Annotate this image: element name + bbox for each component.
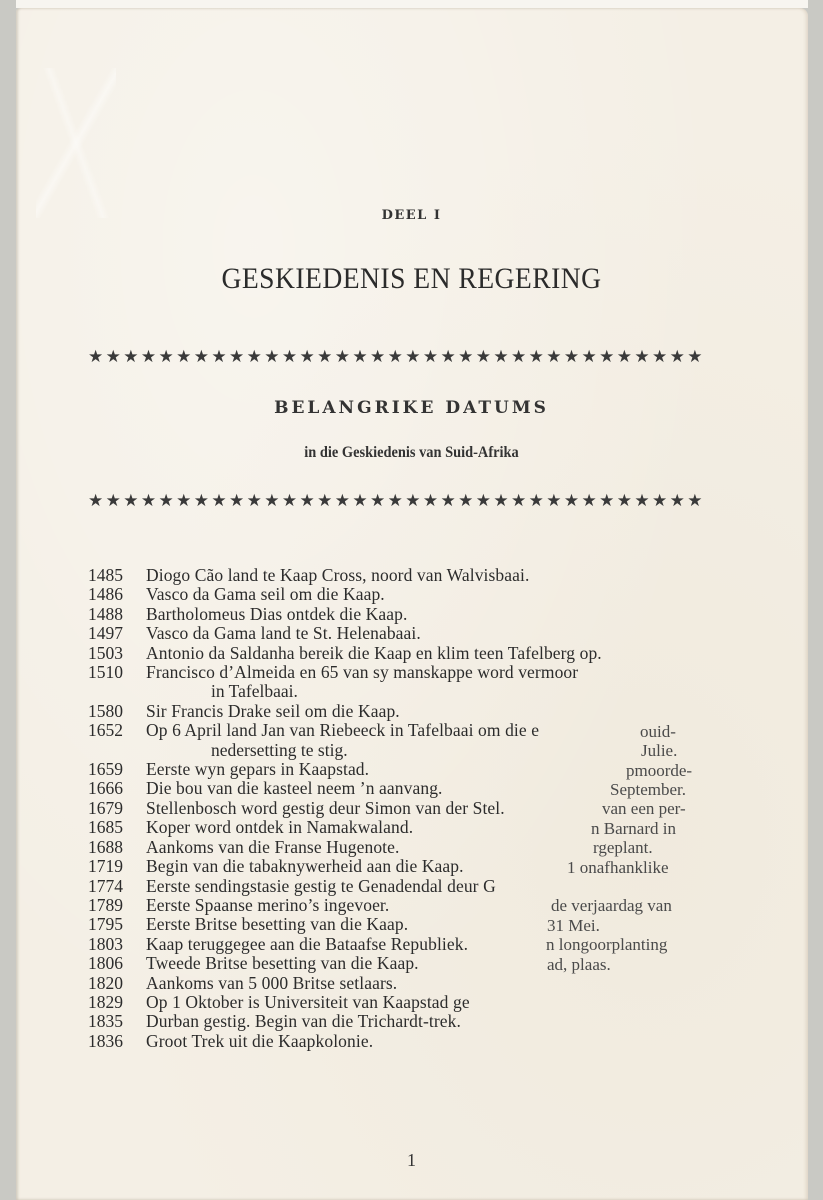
star-icon: ★ <box>511 347 527 366</box>
star-icon: ★ <box>652 491 668 510</box>
entry-text: Bartholomeus Dias ontdek die Kaap. <box>146 603 408 624</box>
star-icon: ★ <box>581 347 597 366</box>
underlying-text-fragment: September. <box>610 780 687 799</box>
star-icon: ★ <box>246 491 262 510</box>
star-icon: ★ <box>475 491 491 510</box>
star-icon: ★ <box>405 491 421 510</box>
entry-year: 1486 <box>88 584 123 605</box>
underlying-text-fragment: n longoorplanting <box>546 935 668 954</box>
underlying-text-fragment: n Barnard in <box>591 819 676 838</box>
star-icon: ★ <box>334 491 350 510</box>
entry-year: 1503 <box>88 642 123 663</box>
entry-text: Aankoms van 5 000 Britse setlaars. <box>146 972 398 993</box>
entry-year: 1580 <box>88 700 123 721</box>
star-icon: ★ <box>370 491 386 510</box>
star-icon: ★ <box>88 491 104 510</box>
section-subtitle: in die Geskiedenis van Suid-Afrika <box>304 444 519 461</box>
date-entry <box>88 721 708 740</box>
entry-continuation: nedersetting te stig. <box>211 739 348 760</box>
star-icon: ★ <box>158 491 174 510</box>
entry-text: Antonio da Saldanha bereik die Kaap en klim teen Tafelberg op. <box>146 642 602 663</box>
star-icon: ★ <box>458 491 474 510</box>
entry-year: 1666 <box>88 778 123 799</box>
star-icon: ★ <box>176 491 192 510</box>
entry-text: Francisco d’Almeida en 65 van sy manskappe word vermoor <box>146 662 579 683</box>
entry-text: Vasco da Gama seil om die Kaap. <box>146 584 385 605</box>
star-icon: ★ <box>581 491 597 510</box>
star-icon: ★ <box>616 347 632 366</box>
star-icon: ★ <box>299 491 315 510</box>
entry-year: 1497 <box>88 623 123 644</box>
star-icon: ★ <box>246 347 262 366</box>
page-number: 1 <box>407 1150 416 1170</box>
underlying-text-fragment: ad, plaas. <box>547 955 611 974</box>
date-entry <box>88 954 708 973</box>
star-icon: ★ <box>616 491 632 510</box>
date-entry <box>88 644 708 663</box>
date-entry <box>88 1032 708 1051</box>
star-icon: ★ <box>405 347 421 366</box>
date-entry <box>88 760 708 779</box>
entry-year: 1774 <box>88 875 123 896</box>
entry-text: Groot Trek uit die Kaapkolonie. <box>146 1030 374 1051</box>
underlying-text-fragment: de verjaardag van <box>551 896 672 915</box>
star-icon: ★ <box>88 347 104 366</box>
entry-year: 1789 <box>88 894 123 915</box>
entry-year: 1685 <box>88 817 123 838</box>
star-icon: ★ <box>387 347 403 366</box>
star-icon: ★ <box>229 347 245 366</box>
page-top-edge <box>16 0 808 8</box>
star-icon: ★ <box>563 347 580 366</box>
date-entry <box>88 605 708 624</box>
star-icon: ★ <box>563 491 580 510</box>
date-entry <box>88 993 708 1012</box>
entry-year: 1510 <box>88 662 123 683</box>
star-icon: ★ <box>634 347 650 366</box>
entry-text: Kaap teruggegee aan die Bataafse Republiek. <box>146 933 469 954</box>
star-icon: ★ <box>123 491 139 510</box>
entry-text: Diogo Cão land te Kaap Cross, noord van Walvisbaai. <box>146 565 530 585</box>
entry-text: Tweede Britse besetting van die Kaap. <box>146 953 419 974</box>
star-icon: ★ <box>475 347 491 366</box>
entry-text: Eerste Spaanse merino’s ingevoer. <box>146 894 390 915</box>
star-icon: ★ <box>334 347 350 366</box>
entry-year: 1659 <box>88 759 123 780</box>
underlying-text-fragment: van een per- <box>602 799 686 818</box>
date-entry <box>88 877 708 896</box>
star-icon: ★ <box>599 491 615 510</box>
entry-year: 1806 <box>88 953 123 974</box>
date-entry <box>88 915 708 934</box>
section-title: BELANGRIKE DATUMS <box>274 398 549 418</box>
star-icon: ★ <box>528 491 544 510</box>
star-icon: ★ <box>264 491 280 510</box>
star-icon: ★ <box>211 491 227 510</box>
entry-year: 1485 <box>88 565 123 585</box>
entry-text: Vasco da Gama land te St. Helenabaai. <box>146 623 421 644</box>
star-icon: ★ <box>440 491 456 510</box>
entry-year: 1488 <box>88 603 123 624</box>
entry-text: Op 6 April land Jan van Riebeeck in Tafelbaai om die e <box>146 720 540 741</box>
underlying-text-fragment: ouid- <box>640 722 676 741</box>
star-icon: ★ <box>105 347 121 366</box>
underlying-text-fragment: Julie. <box>641 741 678 760</box>
entry-text: Aankoms van die Franse Hugenote. <box>146 836 400 857</box>
star-icon: ★ <box>493 347 509 366</box>
entry-year: 1719 <box>88 856 123 877</box>
star-icon: ★ <box>422 491 439 510</box>
entry-year: 1688 <box>88 836 123 857</box>
star-icon: ★ <box>599 347 615 366</box>
underlying-text-fragment: rgeplant. <box>593 838 653 857</box>
entry-text: Begin van die tabaknywerheid aan die Kaap. <box>146 856 464 877</box>
star-icon: ★ <box>546 347 562 366</box>
star-icon: ★ <box>229 491 245 510</box>
entry-year: 1803 <box>88 933 123 954</box>
star-icon: ★ <box>193 491 209 510</box>
star-icon: ★ <box>422 347 439 366</box>
star-icon: ★ <box>669 347 685 366</box>
entry-year: 1829 <box>88 991 123 1012</box>
entry-text: Koper word ontdek in Namakwaland. <box>146 817 414 838</box>
star-icon: ★ <box>211 347 227 366</box>
entry-year: 1795 <box>88 914 123 935</box>
star-icon: ★ <box>317 347 333 366</box>
star-icon: ★ <box>317 491 333 510</box>
entry-text: Eerste Britse besetting van die Kaap. <box>146 914 409 935</box>
date-entry <box>88 1012 708 1031</box>
entry-text: Sir Francis Drake seil om die Kaap. <box>146 700 400 721</box>
entry-text: Eerste sendingstasie gestig te Genadendal deur G <box>146 875 496 896</box>
entry-year: 1835 <box>88 1011 123 1032</box>
star-icon: ★ <box>546 491 562 510</box>
star-icon: ★ <box>511 491 527 510</box>
entry-text: Durban gestig. Begin van die Trichardt-trek. <box>146 1011 461 1032</box>
star-icon: ★ <box>105 491 121 510</box>
entry-continuation: in Tafelbaai. <box>211 681 298 702</box>
date-entry <box>88 566 708 585</box>
star-icon: ★ <box>299 347 315 366</box>
star-icon: ★ <box>687 491 703 510</box>
page-wear <box>36 68 116 218</box>
star-icon: ★ <box>140 347 157 366</box>
star-icon: ★ <box>652 347 668 366</box>
date-entry <box>88 974 708 993</box>
entry-text: Eerste wyn gepars in Kaapstad. <box>146 759 370 780</box>
date-entry <box>88 624 708 643</box>
star-icon: ★ <box>123 347 139 366</box>
star-icon: ★ <box>493 491 509 510</box>
date-entry <box>88 702 708 721</box>
entry-text: Op 1 Oktober is Universiteit van Kaapstad ge <box>146 991 470 1012</box>
part-label: DEEL I <box>381 208 442 223</box>
star-icon: ★ <box>193 347 209 366</box>
star-divider-top <box>88 348 703 366</box>
star-icon: ★ <box>158 347 174 366</box>
star-icon: ★ <box>687 347 703 366</box>
star-icon: ★ <box>264 347 280 366</box>
star-icon: ★ <box>140 491 157 510</box>
entry-year: 1820 <box>88 972 123 993</box>
date-entry <box>88 585 708 604</box>
underlying-text-fragment: 31 Mei. <box>547 916 600 935</box>
star-icon: ★ <box>352 491 368 510</box>
entry-text: Die bou van die kasteel neem ’n aanvang. <box>146 778 443 799</box>
date-entry <box>88 663 708 682</box>
star-icon: ★ <box>528 347 544 366</box>
star-icon: ★ <box>352 347 368 366</box>
entry-year: 1652 <box>88 720 123 741</box>
star-icon: ★ <box>281 491 298 510</box>
star-icon: ★ <box>458 347 474 366</box>
entry-year: 1836 <box>88 1030 123 1051</box>
star-icon: ★ <box>440 347 456 366</box>
star-icon: ★ <box>387 491 403 510</box>
star-icon: ★ <box>370 347 386 366</box>
entry-text: Stellenbosch word gestig deur Simon van der Stel. <box>146 797 505 818</box>
star-icon: ★ <box>281 347 298 366</box>
star-divider-bottom <box>88 492 703 510</box>
underlying-text-fragment: 1 onafhanklike <box>567 858 669 877</box>
star-icon: ★ <box>634 491 650 510</box>
star-icon: ★ <box>176 347 192 366</box>
page-title: GESKIEDENIS EN REGERING <box>221 262 602 295</box>
entry-year: 1679 <box>88 797 123 818</box>
star-icon: ★ <box>669 491 685 510</box>
underlying-text-fragment: pmoorde- <box>626 761 693 780</box>
